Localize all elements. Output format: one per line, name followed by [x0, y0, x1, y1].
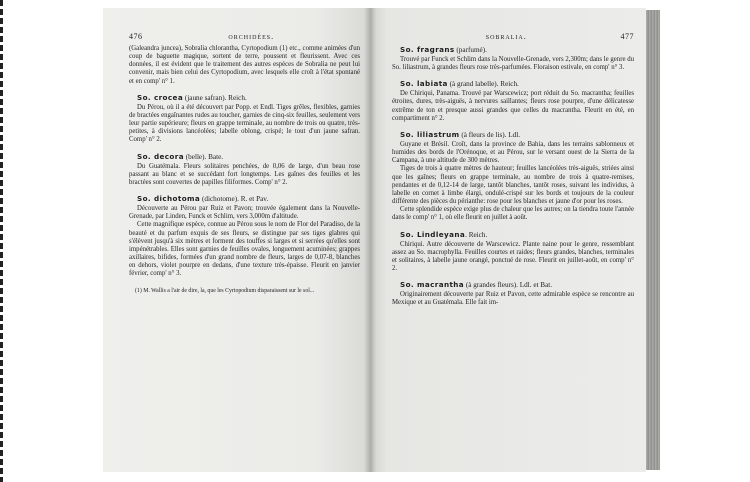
left-page — [103, 8, 370, 472]
right-page-header — [392, 32, 634, 41]
left-page-number: 476 — [129, 32, 143, 41]
entry-text: Découverte au Pérou par Ruiz et Pavon; trouvée également dans la Nouvelle-Grenade, par Linden, Funck et Schlim, vers 3,000m d'altitude. — [129, 205, 360, 221]
entry-labiata — [392, 79, 634, 123]
entry-crocea — [129, 93, 360, 145]
entry-name: So. dichotoma — [137, 194, 201, 204]
entry-name: So. decora — [137, 151, 184, 161]
entry-macrantha — [392, 280, 634, 307]
entry-common-name: (à grandes fleurs). Ldl. et Bat. — [465, 281, 553, 290]
entry-fragrans — [392, 45, 634, 72]
entry-text: Du Guatémala. Fleurs solitaires penchées, de 0,06 de large, d'un beau rose passant au blanc et se succédant fort longtemps. Les gaînes des feuilles et les bractées sont couvertes de papilles filiformes. Comp' n° 2. — [129, 162, 360, 186]
entry-common-name: (parfumé). — [456, 46, 487, 54]
entry-name: So. macrantha — [400, 280, 465, 290]
entry-liliastrum — [392, 130, 634, 223]
entry-text: Chiriqui. Autre découverte de Warscewicz. Plante naine pour le genre, ressemblant assez au So. macrophylla. Feuilles courtes et raides; fleurs grandes, blanches, terminales et solitaires, à labelle jaune orangé, ponctué de rose. Fleurit en juillet-août, en comp' n° 2. — [392, 240, 634, 272]
entry-text: Originairement découverte par Ruiz et Pavon, cette admirable espèce se rencontre au Mexique et au Guatémala. Elle fait im- — [392, 291, 634, 307]
right-page — [370, 8, 646, 472]
entry-description: Cette magnifique espèce, connue au Pérou sous le nom de Flor del Paradiso, de la beauté et du parfum exquis de ses fleurs, se distingue par ses tiges glabres qui s'élèvent jusqu'à six mètres et forment des touffes si larges et si serrées qu'elles sont impénétrables. Elles sont garnies de feuilles ovales, longuement acuminées; grappes axillaires, bifides, formées d'un grand nombre de fleurs, larges de 0,07-8, blanches en dehors, violet pourpre en dedans, d'une texture très-épaisse. Fleurit en janvier février, comp' n° 3. — [129, 221, 360, 278]
entry-name: So. Lindleyana — [400, 229, 466, 239]
entry-lindleyana — [392, 230, 634, 274]
entry-common-name: (belle). Bate. — [185, 152, 224, 161]
entry-text: Du Pérou, où il a été découvert par Popp. et Endl. Tiges grêles, flexibles, garnies de bractées engaînantes rudes au toucher, garnies de cinq-six feuilles, seulement vers leur partie supérieure; fleurs en grappe terminale, au nombre de trois ou quatre, très-petites, à divisions lancéolées; labelle oblong, crispé; le tout d'un jaune safran. Comp' n° 2. — [129, 103, 360, 144]
entry-name: So. labiata — [400, 79, 448, 89]
entry-common-name: (à fleurs de lis). Ldl. — [461, 130, 521, 139]
entry-text: De Chiriqui, Panama. Trouvé par Warscewicz; port réduit du So. macrantha; feuilles étroites, dures, très-aiguës, à nervures saillantes; fleurs rose pourpre, d'une délicatesse extrême de ton et presque aussi grandes que celles du macrantha. Fleurit en été, en compartiment n° 2. — [392, 90, 634, 122]
entry-common-name: (dichotome). R. et Pav. — [201, 195, 269, 204]
entry-common-name: (jaune safran). Reich. — [184, 93, 247, 102]
entry-description: Tiges de trois à quatre mètres de hauteur; feuilles lancéolées très-aiguës, striées ainsi que les gaînes; fleurs en grappe terminale, au nombre de trois à quatre-remises, pendantes et de 0,12-14 de large, tantôt blanches, tantôt roses, suivant les individus, à labelle en cornet à limbe élargi, ondulé-crispé sur les bords et toujours de la couleur différente des pièces du périanthe: rose pour les blanches et jaune d'or pour les roses. — [392, 165, 634, 206]
entry-decora — [129, 152, 360, 187]
entry-name: So. liliastrum — [400, 129, 460, 139]
entry-name: So. crocea — [137, 92, 184, 102]
left-opening-paragraph: (Galeandra juncea), Sobralia chlorantha, Cyrtopodium (1) etc., comme animées d'un coup de baguette magique, sortent de terre, poussent et fleurissent. Avec ces données, il est évident que le traitement des autres espèces de Sobralia ne peut lui convenir, mais bien celui des Cyrtopodium, avec lesquels elle croît à l'état spontané et en comp' n° 1. — [129, 45, 360, 85]
left-page-header — [129, 32, 360, 41]
entry-name: So. fragrans — [400, 45, 455, 54]
page-edge-stack — [646, 10, 660, 470]
book-gutter-shadow — [364, 8, 376, 472]
footnote: (1) M. Wallis a l'air de dire, la, que les Cyrtopodium disparaissent sur le sol... — [135, 288, 315, 295]
right-page-number: 477 — [620, 32, 634, 41]
left-running-head: orchidées. — [228, 32, 275, 41]
entry-common-name: . Reich. — [465, 230, 488, 239]
scan-margin-strip — [0, 0, 3, 482]
entry-common-name: (à grand labelle). Reich. — [449, 80, 519, 89]
entry-culture-note: Cette splendide espèce exige plus de chaleur que les autres; on la tiendra toute l'année dans le comp' n° 1, où elle fleurit en juillet à août. — [392, 206, 634, 222]
right-running-head: sobralia. — [485, 32, 527, 41]
entry-text: Guyane et Brésil. Croît, dans la province de Bahia, dans les terrains sablonneux et humides des bords de l'Orénoque, et au Pérou, sur le versant ouest de la Sierra de la Campana, à une altitude de 300 mètres. — [392, 140, 634, 165]
entry-dichotoma — [129, 194, 360, 278]
entry-text: Trouvé par Funck et Schlim dans la Nouvelle-Grenade, vers 2,300m; dans le genre du So. liliastrum, à grandes fleurs rose très-parfumées. Floraison estivale, en comp' n° 3. — [392, 56, 634, 72]
